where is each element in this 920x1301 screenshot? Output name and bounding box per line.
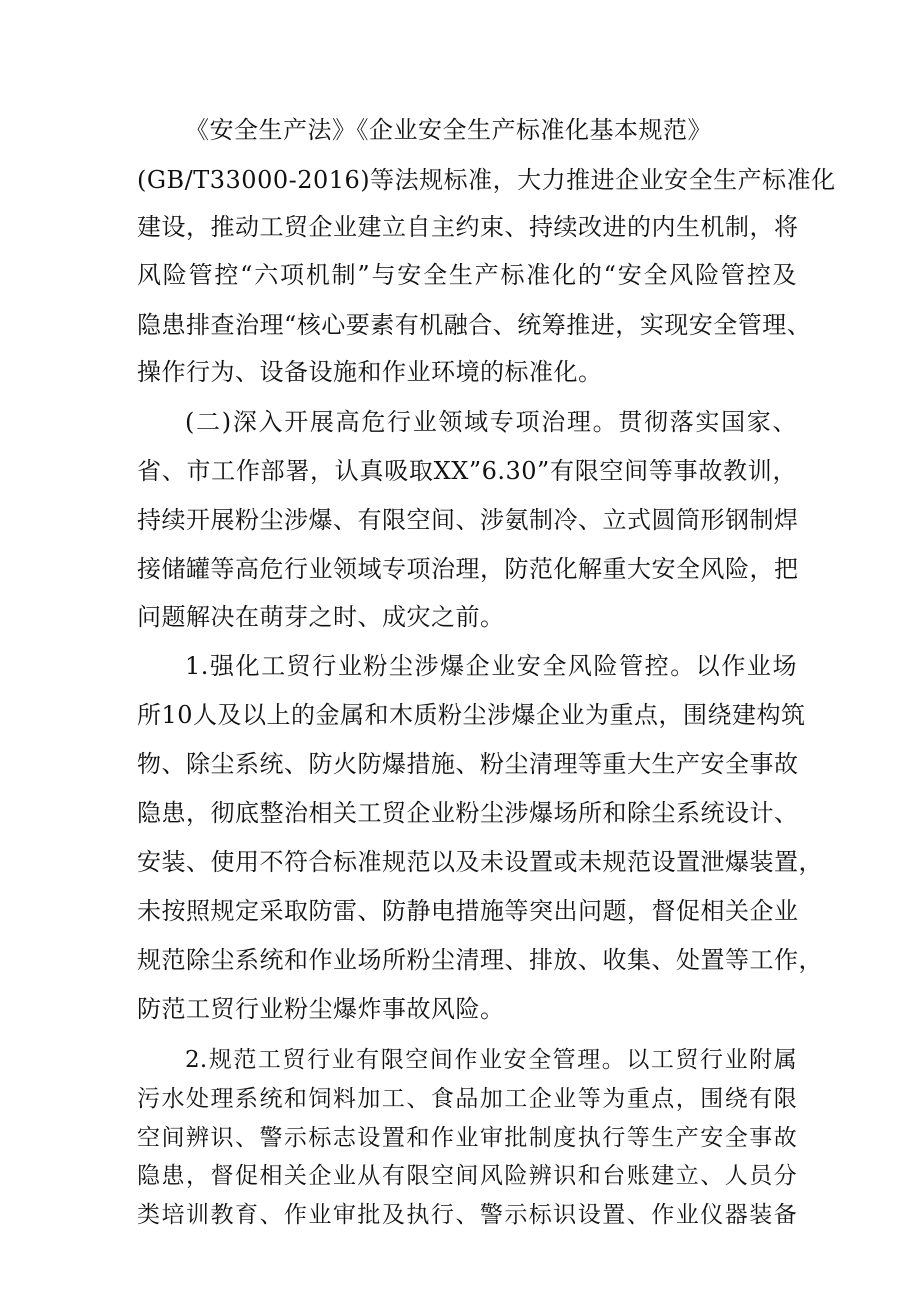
text-line: 建设，推动工贸企业建立自主约束、持续改进的内生机制，将 — [137, 213, 799, 241]
text-line: 未按照规定采取防雷、防静电措施等突出问题，督促相关企业 — [137, 897, 799, 925]
text-line: (GB/T33000-2016)等法规标准，大力推进企业安全生产标准化 — [137, 166, 836, 194]
text-line: 接储罐等高危行业领域专项治理，防范化解重大安全风险，把 — [137, 555, 799, 583]
text-line: 类培训教育、作业审批及执行、警示标识设置、作业仪器装备 — [137, 1202, 797, 1228]
text-line: 污水处理系统和饲料加工、食品加工企业等为重点，围绕有限 — [137, 1086, 797, 1112]
text-line: 问题解决在萌芽之时、成灾之前。 — [137, 603, 505, 631]
text-line: 物、除尘系统、防火防爆措施、粉尘清理等重大生产安全事故 — [137, 750, 799, 778]
section-heading-line: (二)深入开展高危行业领域专项治理。贯彻落实国家、 — [185, 408, 797, 436]
item-heading-line: 1.强化工贸行业粉尘涉爆企业安全风险管控。以作业场 — [185, 652, 797, 680]
text-line: 规范除尘系统和作业场所粉尘清理、排放、收集、处置等工作， — [137, 946, 823, 974]
text-line: 隐患，彻底整治相关工贸企业粉尘涉爆场所和除尘系统设计、 — [137, 799, 799, 827]
item-heading-line: 2.规范工贸行业有限空间作业安全管理。以工贸行业附属 — [185, 1047, 797, 1073]
text-line: 持续开展粉尘涉爆、有限空间、涉氨制冷、立式圆筒形钢制焊 — [137, 506, 799, 534]
text-line: 隐患排查治理“核心要素有机融合、统筹推进，实现安全管理、 — [137, 311, 812, 339]
text-line: 隐患，督促相关企业从有限空间风险辨识和台账建立、人员分 — [137, 1163, 797, 1189]
text-line: 防范工贸行业粉尘爆炸事故风险。 — [137, 995, 505, 1023]
text-line: 所10人及以上的金属和木质粉尘涉爆企业为重点，围绕建构筑 — [137, 701, 806, 729]
text-line: 空间辨识、警示标志设置和作业审批制度执行等生产安全事故 — [137, 1125, 797, 1151]
text-line: 省、市工作部署，认真吸取XX”6.30”有限空间等事故教训， — [137, 457, 797, 485]
text-line: 《安全生产法》《企业安全生产标准化基本规范》 — [185, 116, 712, 144]
text-line: 风险管控“六项机制”与安全生产标准化的“安全风险管控及 — [137, 261, 797, 289]
text-line: 操作行为、设备设施和作业环境的标准化。 — [137, 358, 603, 386]
text-line: 安装、使用不符合标准规范以及未设置或未规范设置泄爆装置， — [137, 848, 823, 876]
